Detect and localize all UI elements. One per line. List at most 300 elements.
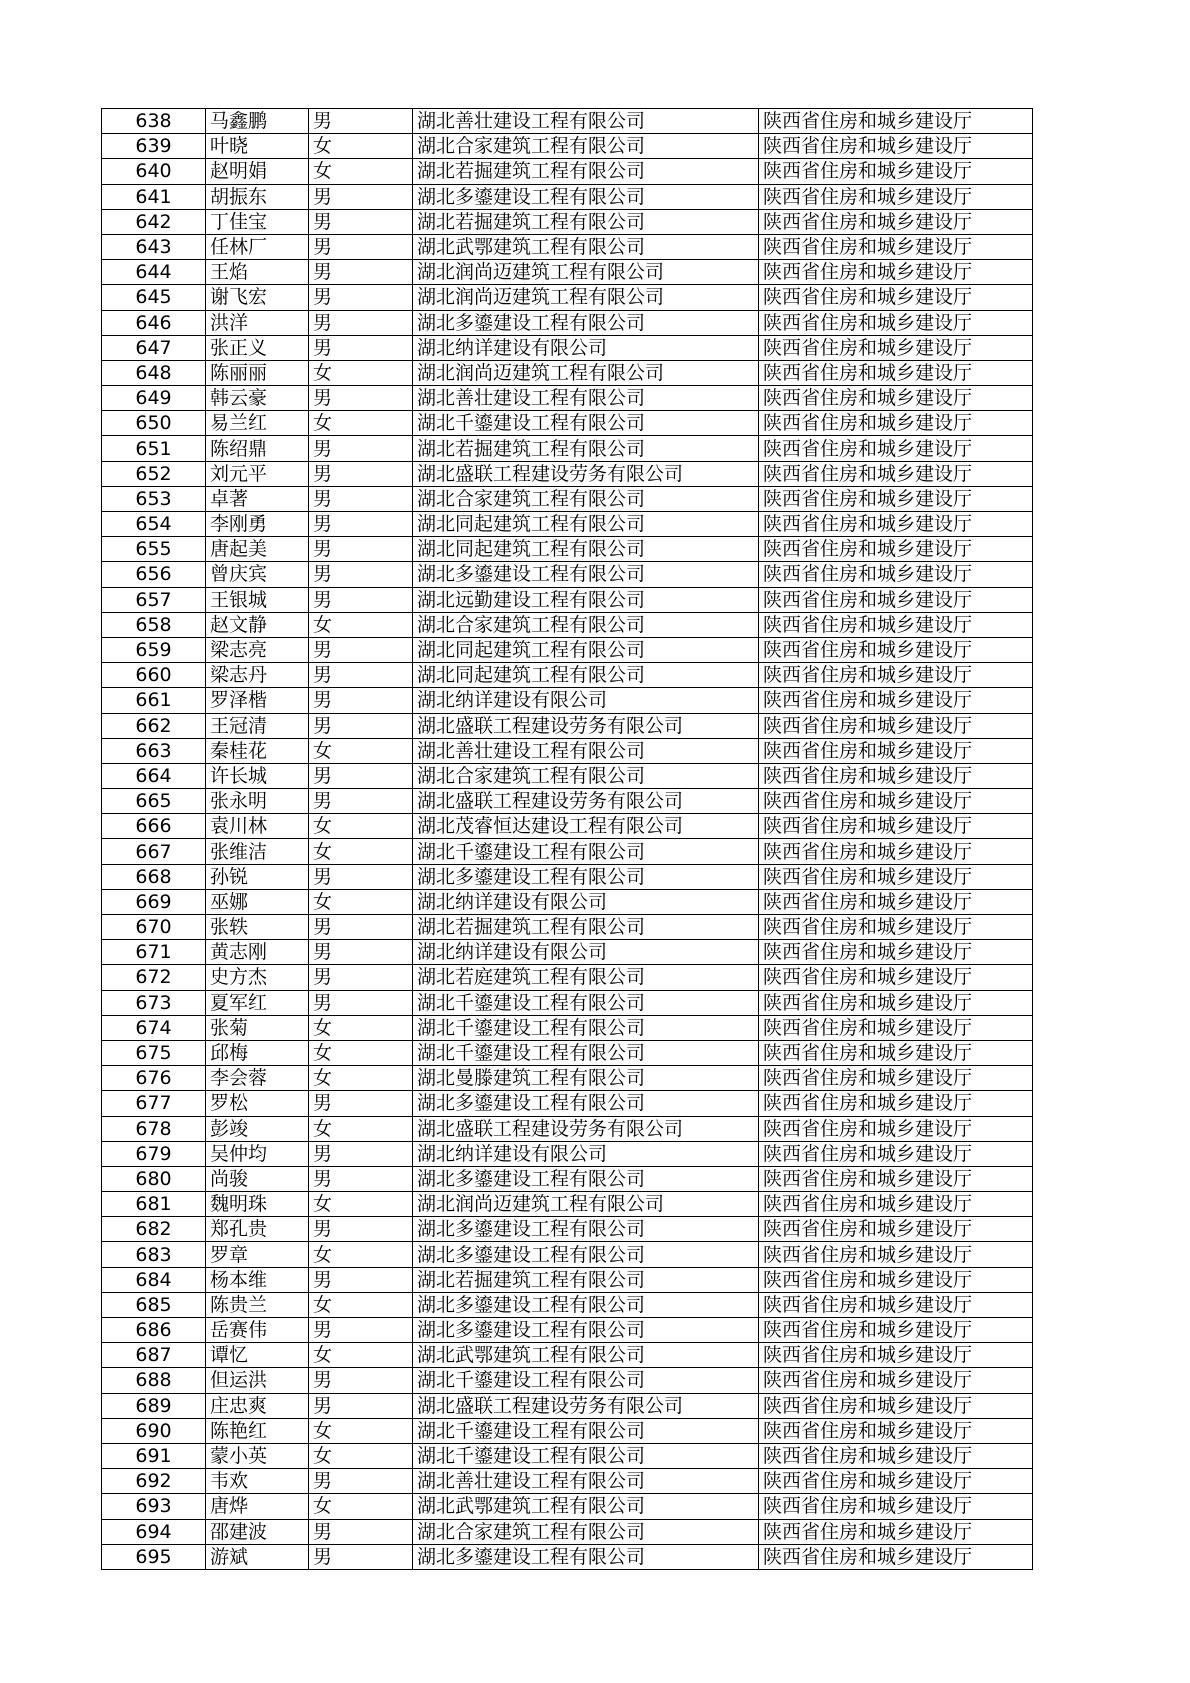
table-row bbox=[102, 889, 1033, 914]
table-row bbox=[102, 612, 1033, 637]
table-row bbox=[102, 587, 1033, 612]
gender-cell: 女 bbox=[309, 839, 413, 864]
company-cell: 湖北多鎏建设工程有限公司 bbox=[413, 1544, 759, 1569]
company-cell: 湖北润尚迈建筑工程有限公司 bbox=[413, 285, 759, 310]
gender-cell: 女 bbox=[309, 1494, 413, 1519]
table-row bbox=[102, 763, 1033, 788]
row-number-cell: 688 bbox=[102, 1368, 206, 1393]
name-cell: 岳赛伟 bbox=[206, 1318, 309, 1343]
company-cell: 湖北千鎏建设工程有限公司 bbox=[413, 1418, 759, 1443]
company-cell: 湖北合家建筑工程有限公司 bbox=[413, 763, 759, 788]
gender-cell: 女 bbox=[309, 738, 413, 763]
company-cell: 湖北若掘建筑工程有限公司 bbox=[413, 159, 759, 184]
row-number-cell: 668 bbox=[102, 864, 206, 889]
row-number-cell: 645 bbox=[102, 285, 206, 310]
gender-cell: 男 bbox=[309, 1141, 413, 1166]
row-number-cell: 654 bbox=[102, 512, 206, 537]
department-cell: 陕西省住房和城乡建设厅 bbox=[759, 285, 1033, 310]
row-number-cell: 679 bbox=[102, 1141, 206, 1166]
name-cell: 但运洪 bbox=[206, 1368, 309, 1393]
table-row bbox=[102, 461, 1033, 486]
name-cell: 谭忆 bbox=[206, 1343, 309, 1368]
name-cell: 卓著 bbox=[206, 486, 309, 511]
row-number-cell: 648 bbox=[102, 360, 206, 385]
gender-cell: 男 bbox=[309, 285, 413, 310]
department-cell: 陕西省住房和城乡建设厅 bbox=[759, 1091, 1033, 1116]
company-cell: 湖北善壮建设工程有限公司 bbox=[413, 1469, 759, 1494]
company-cell: 湖北善壮建设工程有限公司 bbox=[413, 386, 759, 411]
row-number-cell: 664 bbox=[102, 763, 206, 788]
name-cell: 梁志丹 bbox=[206, 663, 309, 688]
row-number-cell: 684 bbox=[102, 1267, 206, 1292]
table-row bbox=[102, 109, 1033, 134]
department-cell: 陕西省住房和城乡建设厅 bbox=[759, 335, 1033, 360]
company-cell: 湖北润尚迈建筑工程有限公司 bbox=[413, 1192, 759, 1217]
row-number-cell: 695 bbox=[102, 1544, 206, 1569]
department-cell: 陕西省住房和城乡建设厅 bbox=[759, 990, 1033, 1015]
company-cell: 湖北千鎏建设工程有限公司 bbox=[413, 1368, 759, 1393]
table-row bbox=[102, 386, 1033, 411]
company-cell: 湖北若庭建筑工程有限公司 bbox=[413, 965, 759, 990]
company-cell: 湖北千鎏建设工程有限公司 bbox=[413, 1015, 759, 1040]
table-row bbox=[102, 310, 1033, 335]
company-cell: 湖北同起建筑工程有限公司 bbox=[413, 663, 759, 688]
name-cell: 蒙小英 bbox=[206, 1443, 309, 1468]
table-row bbox=[102, 1242, 1033, 1267]
gender-cell: 女 bbox=[309, 1040, 413, 1065]
row-number-cell: 642 bbox=[102, 209, 206, 234]
department-cell: 陕西省住房和城乡建设厅 bbox=[759, 184, 1033, 209]
name-cell: 张永明 bbox=[206, 789, 309, 814]
company-cell: 湖北千鎏建设工程有限公司 bbox=[413, 1040, 759, 1065]
table-row bbox=[102, 789, 1033, 814]
table-row bbox=[102, 663, 1033, 688]
gender-cell: 男 bbox=[309, 184, 413, 209]
company-cell: 湖北合家建筑工程有限公司 bbox=[413, 612, 759, 637]
department-cell: 陕西省住房和城乡建设厅 bbox=[759, 562, 1033, 587]
row-number-cell: 652 bbox=[102, 461, 206, 486]
company-cell: 湖北武鄂建筑工程有限公司 bbox=[413, 1343, 759, 1368]
row-number-cell: 643 bbox=[102, 234, 206, 259]
name-cell: 韩云豪 bbox=[206, 386, 309, 411]
table-row bbox=[102, 1267, 1033, 1292]
row-number-cell: 665 bbox=[102, 789, 206, 814]
company-cell: 湖北远勤建设工程有限公司 bbox=[413, 587, 759, 612]
name-cell: 曾庆宾 bbox=[206, 562, 309, 587]
row-number-cell: 663 bbox=[102, 738, 206, 763]
name-cell: 邵建波 bbox=[206, 1519, 309, 1544]
name-cell: 王冠清 bbox=[206, 713, 309, 738]
row-number-cell: 667 bbox=[102, 839, 206, 864]
table-row bbox=[102, 1015, 1033, 1040]
row-number-cell: 678 bbox=[102, 1116, 206, 1141]
company-cell: 湖北盛联工程建设劳务有限公司 bbox=[413, 713, 759, 738]
department-cell: 陕西省住房和城乡建设厅 bbox=[759, 915, 1033, 940]
row-number-cell: 655 bbox=[102, 537, 206, 562]
company-cell: 湖北纳详建设有限公司 bbox=[413, 889, 759, 914]
name-cell: 洪洋 bbox=[206, 310, 309, 335]
company-cell: 湖北千鎏建设工程有限公司 bbox=[413, 990, 759, 1015]
table-row bbox=[102, 1292, 1033, 1317]
row-number-cell: 671 bbox=[102, 940, 206, 965]
company-cell: 湖北同起建筑工程有限公司 bbox=[413, 512, 759, 537]
table-row bbox=[102, 537, 1033, 562]
company-cell: 湖北润尚迈建筑工程有限公司 bbox=[413, 260, 759, 285]
table-row bbox=[102, 1393, 1033, 1418]
name-cell: 史方杰 bbox=[206, 965, 309, 990]
name-cell: 游斌 bbox=[206, 1544, 309, 1569]
gender-cell: 女 bbox=[309, 1443, 413, 1468]
company-cell: 湖北同起建筑工程有限公司 bbox=[413, 537, 759, 562]
department-cell: 陕西省住房和城乡建设厅 bbox=[759, 864, 1033, 889]
gender-cell: 男 bbox=[309, 1166, 413, 1191]
gender-cell: 男 bbox=[309, 688, 413, 713]
company-cell: 湖北武鄂建筑工程有限公司 bbox=[413, 234, 759, 259]
company-cell: 湖北善壮建设工程有限公司 bbox=[413, 738, 759, 763]
name-cell: 张维洁 bbox=[206, 839, 309, 864]
department-cell: 陕西省住房和城乡建设厅 bbox=[759, 1267, 1033, 1292]
gender-cell: 男 bbox=[309, 562, 413, 587]
company-cell: 湖北多鎏建设工程有限公司 bbox=[413, 562, 759, 587]
table-row bbox=[102, 1217, 1033, 1242]
table-row bbox=[102, 1091, 1033, 1116]
name-cell: 陈艳红 bbox=[206, 1418, 309, 1443]
table-row bbox=[102, 1192, 1033, 1217]
department-cell: 陕西省住房和城乡建设厅 bbox=[759, 209, 1033, 234]
table-row bbox=[102, 1040, 1033, 1065]
name-cell: 陈绍鼎 bbox=[206, 436, 309, 461]
gender-cell: 男 bbox=[309, 713, 413, 738]
roster-body bbox=[102, 109, 1033, 1570]
table-row bbox=[102, 688, 1033, 713]
row-number-cell: 646 bbox=[102, 310, 206, 335]
table-row bbox=[102, 1469, 1033, 1494]
row-number-cell: 641 bbox=[102, 184, 206, 209]
department-cell: 陕西省住房和城乡建设厅 bbox=[759, 1393, 1033, 1418]
table-row bbox=[102, 940, 1033, 965]
name-cell: 孙锐 bbox=[206, 864, 309, 889]
gender-cell: 女 bbox=[309, 134, 413, 159]
gender-cell: 女 bbox=[309, 889, 413, 914]
department-cell: 陕西省住房和城乡建设厅 bbox=[759, 1318, 1033, 1343]
name-cell: 尚骏 bbox=[206, 1166, 309, 1191]
row-number-cell: 651 bbox=[102, 436, 206, 461]
company-cell: 湖北盛联工程建设劳务有限公司 bbox=[413, 461, 759, 486]
department-cell: 陕西省住房和城乡建设厅 bbox=[759, 310, 1033, 335]
row-number-cell: 673 bbox=[102, 990, 206, 1015]
department-cell: 陕西省住房和城乡建设厅 bbox=[759, 688, 1033, 713]
name-cell: 邱梅 bbox=[206, 1040, 309, 1065]
name-cell: 吴仲均 bbox=[206, 1141, 309, 1166]
department-cell: 陕西省住房和城乡建设厅 bbox=[759, 587, 1033, 612]
gender-cell: 女 bbox=[309, 1192, 413, 1217]
name-cell: 易兰红 bbox=[206, 411, 309, 436]
department-cell: 陕西省住房和城乡建设厅 bbox=[759, 134, 1033, 159]
gender-cell: 男 bbox=[309, 310, 413, 335]
gender-cell: 女 bbox=[309, 1015, 413, 1040]
name-cell: 陈贵兰 bbox=[206, 1292, 309, 1317]
name-cell: 马鑫鹏 bbox=[206, 109, 309, 134]
table-row bbox=[102, 1494, 1033, 1519]
gender-cell: 男 bbox=[309, 234, 413, 259]
department-cell: 陕西省住房和城乡建设厅 bbox=[759, 1242, 1033, 1267]
gender-cell: 女 bbox=[309, 159, 413, 184]
company-cell: 湖北多鎏建设工程有限公司 bbox=[413, 1091, 759, 1116]
table-row bbox=[102, 1368, 1033, 1393]
name-cell: 赵文静 bbox=[206, 612, 309, 637]
company-cell: 湖北纳详建设有限公司 bbox=[413, 940, 759, 965]
table-row bbox=[102, 360, 1033, 385]
name-cell: 秦桂花 bbox=[206, 738, 309, 763]
table-row bbox=[102, 839, 1033, 864]
name-cell: 陈丽丽 bbox=[206, 360, 309, 385]
name-cell: 彭竣 bbox=[206, 1116, 309, 1141]
department-cell: 陕西省住房和城乡建设厅 bbox=[759, 965, 1033, 990]
name-cell: 黄志刚 bbox=[206, 940, 309, 965]
table-row bbox=[102, 1519, 1033, 1544]
company-cell: 湖北多鎏建设工程有限公司 bbox=[413, 1318, 759, 1343]
department-cell: 陕西省住房和城乡建设厅 bbox=[759, 637, 1033, 662]
department-cell: 陕西省住房和城乡建设厅 bbox=[759, 1368, 1033, 1393]
name-cell: 胡振东 bbox=[206, 184, 309, 209]
row-number-cell: 694 bbox=[102, 1519, 206, 1544]
gender-cell: 女 bbox=[309, 1242, 413, 1267]
name-cell: 袁川林 bbox=[206, 814, 309, 839]
department-cell: 陕西省住房和城乡建设厅 bbox=[759, 537, 1033, 562]
company-cell: 湖北善壮建设工程有限公司 bbox=[413, 109, 759, 134]
row-number-cell: 662 bbox=[102, 713, 206, 738]
row-number-cell: 644 bbox=[102, 260, 206, 285]
table-row bbox=[102, 260, 1033, 285]
row-number-cell: 639 bbox=[102, 134, 206, 159]
gender-cell: 男 bbox=[309, 537, 413, 562]
row-number-cell: 638 bbox=[102, 109, 206, 134]
row-number-cell: 683 bbox=[102, 1242, 206, 1267]
department-cell: 陕西省住房和城乡建设厅 bbox=[759, 234, 1033, 259]
gender-cell: 男 bbox=[309, 209, 413, 234]
department-cell: 陕西省住房和城乡建设厅 bbox=[759, 839, 1033, 864]
department-cell: 陕西省住房和城乡建设厅 bbox=[759, 1544, 1033, 1569]
row-number-cell: 686 bbox=[102, 1318, 206, 1343]
row-number-cell: 649 bbox=[102, 386, 206, 411]
name-cell: 许长城 bbox=[206, 763, 309, 788]
table-row bbox=[102, 1318, 1033, 1343]
row-number-cell: 669 bbox=[102, 889, 206, 914]
name-cell: 梁志亮 bbox=[206, 637, 309, 662]
company-cell: 湖北千鎏建设工程有限公司 bbox=[413, 1443, 759, 1468]
row-number-cell: 677 bbox=[102, 1091, 206, 1116]
department-cell: 陕西省住房和城乡建设厅 bbox=[759, 814, 1033, 839]
company-cell: 湖北合家建筑工程有限公司 bbox=[413, 134, 759, 159]
company-cell: 湖北润尚迈建筑工程有限公司 bbox=[413, 360, 759, 385]
table-row bbox=[102, 915, 1033, 940]
gender-cell: 男 bbox=[309, 1368, 413, 1393]
table-row bbox=[102, 562, 1033, 587]
company-cell: 湖北若掘建筑工程有限公司 bbox=[413, 436, 759, 461]
table-row bbox=[102, 1343, 1033, 1368]
table-row bbox=[102, 285, 1033, 310]
company-cell: 湖北纳详建设有限公司 bbox=[413, 688, 759, 713]
row-number-cell: 682 bbox=[102, 1217, 206, 1242]
table-row bbox=[102, 713, 1033, 738]
gender-cell: 男 bbox=[309, 109, 413, 134]
row-number-cell: 640 bbox=[102, 159, 206, 184]
department-cell: 陕西省住房和城乡建设厅 bbox=[759, 1494, 1033, 1519]
name-cell: 叶晓 bbox=[206, 134, 309, 159]
company-cell: 湖北千鎏建设工程有限公司 bbox=[413, 411, 759, 436]
department-cell: 陕西省住房和城乡建设厅 bbox=[759, 1519, 1033, 1544]
gender-cell: 男 bbox=[309, 512, 413, 537]
department-cell: 陕西省住房和城乡建设厅 bbox=[759, 738, 1033, 763]
department-cell: 陕西省住房和城乡建设厅 bbox=[759, 1418, 1033, 1443]
table-row bbox=[102, 234, 1033, 259]
gender-cell: 男 bbox=[309, 1217, 413, 1242]
name-cell: 丁佳宝 bbox=[206, 209, 309, 234]
department-cell: 陕西省住房和城乡建设厅 bbox=[759, 260, 1033, 285]
row-number-cell: 690 bbox=[102, 1418, 206, 1443]
gender-cell: 男 bbox=[309, 789, 413, 814]
company-cell: 湖北千鎏建设工程有限公司 bbox=[413, 839, 759, 864]
name-cell: 郑孔贵 bbox=[206, 1217, 309, 1242]
department-cell: 陕西省住房和城乡建设厅 bbox=[759, 411, 1033, 436]
table-row bbox=[102, 990, 1033, 1015]
company-cell: 湖北曼滕建筑工程有限公司 bbox=[413, 1066, 759, 1091]
company-cell: 湖北同起建筑工程有限公司 bbox=[413, 637, 759, 662]
company-cell: 湖北多鎏建设工程有限公司 bbox=[413, 1292, 759, 1317]
company-cell: 湖北盛联工程建设劳务有限公司 bbox=[413, 1393, 759, 1418]
company-cell: 湖北多鎏建设工程有限公司 bbox=[413, 864, 759, 889]
table-row bbox=[102, 209, 1033, 234]
table-row bbox=[102, 738, 1033, 763]
gender-cell: 男 bbox=[309, 587, 413, 612]
gender-cell: 男 bbox=[309, 436, 413, 461]
company-cell: 湖北多鎏建设工程有限公司 bbox=[413, 1242, 759, 1267]
department-cell: 陕西省住房和城乡建设厅 bbox=[759, 1469, 1033, 1494]
gender-cell: 男 bbox=[309, 864, 413, 889]
department-cell: 陕西省住房和城乡建设厅 bbox=[759, 889, 1033, 914]
table-row bbox=[102, 1116, 1033, 1141]
row-number-cell: 659 bbox=[102, 637, 206, 662]
table-row bbox=[102, 814, 1033, 839]
row-number-cell: 680 bbox=[102, 1166, 206, 1191]
name-cell: 罗泽楷 bbox=[206, 688, 309, 713]
row-number-cell: 675 bbox=[102, 1040, 206, 1065]
table-row bbox=[102, 637, 1033, 662]
name-cell: 刘元平 bbox=[206, 461, 309, 486]
gender-cell: 女 bbox=[309, 1343, 413, 1368]
row-number-cell: 692 bbox=[102, 1469, 206, 1494]
department-cell: 陕西省住房和城乡建设厅 bbox=[759, 1292, 1033, 1317]
name-cell: 夏军红 bbox=[206, 990, 309, 1015]
gender-cell: 男 bbox=[309, 1267, 413, 1292]
row-number-cell: 647 bbox=[102, 335, 206, 360]
gender-cell: 男 bbox=[309, 1393, 413, 1418]
department-cell: 陕西省住房和城乡建设厅 bbox=[759, 360, 1033, 385]
gender-cell: 女 bbox=[309, 1116, 413, 1141]
table-row bbox=[102, 1418, 1033, 1443]
company-cell: 湖北若掘建筑工程有限公司 bbox=[413, 209, 759, 234]
name-cell: 庄忠爽 bbox=[206, 1393, 309, 1418]
department-cell: 陕西省住房和城乡建设厅 bbox=[759, 109, 1033, 134]
department-cell: 陕西省住房和城乡建设厅 bbox=[759, 940, 1033, 965]
row-number-cell: 660 bbox=[102, 663, 206, 688]
row-number-cell: 691 bbox=[102, 1443, 206, 1468]
row-number-cell: 676 bbox=[102, 1066, 206, 1091]
company-cell: 湖北多鎏建设工程有限公司 bbox=[413, 1166, 759, 1191]
table-row bbox=[102, 159, 1033, 184]
department-cell: 陕西省住房和城乡建设厅 bbox=[759, 1015, 1033, 1040]
gender-cell: 女 bbox=[309, 1292, 413, 1317]
name-cell: 唐烨 bbox=[206, 1494, 309, 1519]
gender-cell: 男 bbox=[309, 1544, 413, 1569]
row-number-cell: 693 bbox=[102, 1494, 206, 1519]
row-number-cell: 657 bbox=[102, 587, 206, 612]
company-cell: 湖北合家建筑工程有限公司 bbox=[413, 1519, 759, 1544]
company-cell: 湖北合家建筑工程有限公司 bbox=[413, 486, 759, 511]
company-cell: 湖北茂睿恒达建设工程有限公司 bbox=[413, 814, 759, 839]
department-cell: 陕西省住房和城乡建设厅 bbox=[759, 1166, 1033, 1191]
department-cell: 陕西省住房和城乡建设厅 bbox=[759, 713, 1033, 738]
company-cell: 湖北纳详建设有限公司 bbox=[413, 1141, 759, 1166]
company-cell: 湖北纳详建设有限公司 bbox=[413, 335, 759, 360]
table-row bbox=[102, 134, 1033, 159]
gender-cell: 女 bbox=[309, 411, 413, 436]
row-number-cell: 658 bbox=[102, 612, 206, 637]
table-row bbox=[102, 335, 1033, 360]
department-cell: 陕西省住房和城乡建设厅 bbox=[759, 486, 1033, 511]
name-cell: 李刚勇 bbox=[206, 512, 309, 537]
gender-cell: 女 bbox=[309, 612, 413, 637]
table-row bbox=[102, 411, 1033, 436]
gender-cell: 女 bbox=[309, 1066, 413, 1091]
gender-cell: 女 bbox=[309, 1418, 413, 1443]
name-cell: 杨本维 bbox=[206, 1267, 309, 1292]
gender-cell: 男 bbox=[309, 486, 413, 511]
department-cell: 陕西省住房和城乡建设厅 bbox=[759, 663, 1033, 688]
gender-cell: 男 bbox=[309, 461, 413, 486]
row-number-cell: 687 bbox=[102, 1343, 206, 1368]
department-cell: 陕西省住房和城乡建设厅 bbox=[759, 1343, 1033, 1368]
department-cell: 陕西省住房和城乡建设厅 bbox=[759, 1192, 1033, 1217]
gender-cell: 男 bbox=[309, 386, 413, 411]
table-row bbox=[102, 184, 1033, 209]
table-row bbox=[102, 1544, 1033, 1569]
row-number-cell: 674 bbox=[102, 1015, 206, 1040]
company-cell: 湖北多鎏建设工程有限公司 bbox=[413, 1217, 759, 1242]
row-number-cell: 685 bbox=[102, 1292, 206, 1317]
name-cell: 李会蓉 bbox=[206, 1066, 309, 1091]
gender-cell: 男 bbox=[309, 940, 413, 965]
gender-cell: 男 bbox=[309, 1469, 413, 1494]
gender-cell: 男 bbox=[309, 260, 413, 285]
table-row bbox=[102, 486, 1033, 511]
gender-cell: 男 bbox=[309, 1318, 413, 1343]
department-cell: 陕西省住房和城乡建设厅 bbox=[759, 763, 1033, 788]
table-row bbox=[102, 1443, 1033, 1468]
name-cell: 王银城 bbox=[206, 587, 309, 612]
name-cell: 王焰 bbox=[206, 260, 309, 285]
name-cell: 巫娜 bbox=[206, 889, 309, 914]
name-cell: 赵明娟 bbox=[206, 159, 309, 184]
table-row bbox=[102, 512, 1033, 537]
department-cell: 陕西省住房和城乡建设厅 bbox=[759, 612, 1033, 637]
department-cell: 陕西省住房和城乡建设厅 bbox=[759, 1443, 1033, 1468]
company-cell: 湖北若掘建筑工程有限公司 bbox=[413, 915, 759, 940]
name-cell: 韦欢 bbox=[206, 1469, 309, 1494]
row-number-cell: 661 bbox=[102, 688, 206, 713]
name-cell: 唐起美 bbox=[206, 537, 309, 562]
company-cell: 湖北多鎏建设工程有限公司 bbox=[413, 310, 759, 335]
